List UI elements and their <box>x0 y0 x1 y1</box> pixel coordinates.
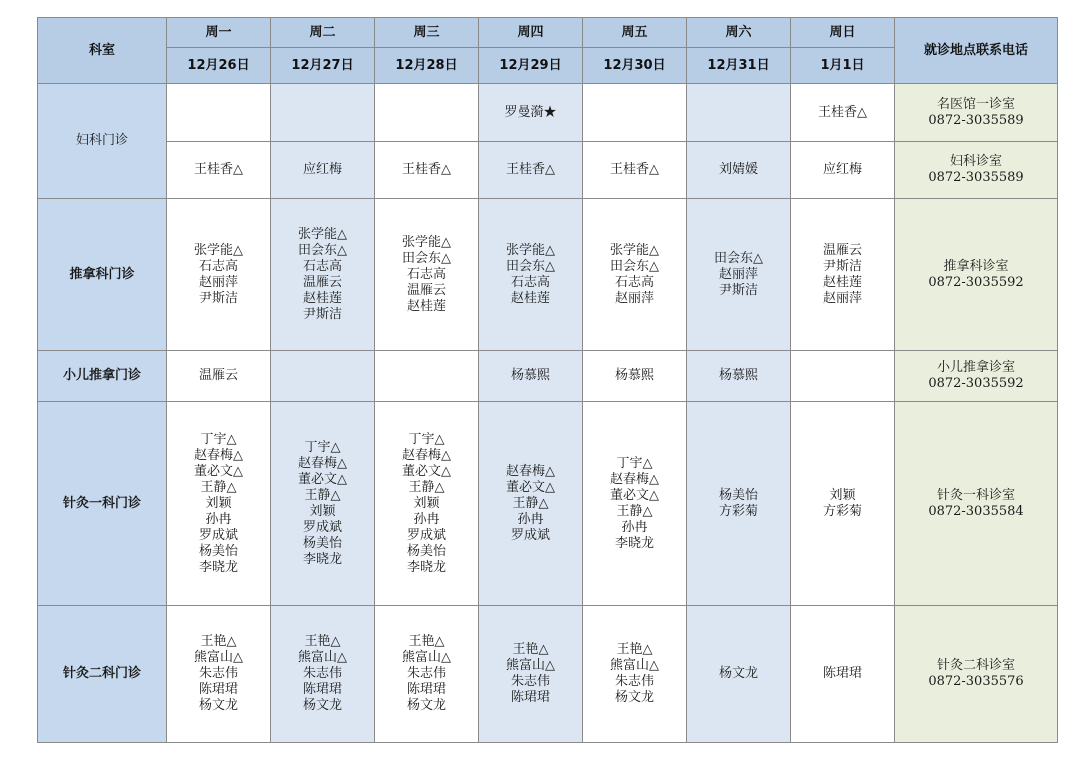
doctor-name: 刘颖 <box>205 495 232 511</box>
doctor-name: 朱志伟 <box>510 674 550 689</box>
doctor-cell <box>375 199 479 351</box>
schedule-row <box>38 142 1058 199</box>
doctor-name: 杨文龙 <box>614 690 654 705</box>
location-header: 就诊地点联系电话 <box>895 18 1058 84</box>
doctor-cell <box>167 351 271 402</box>
doctor-name: 王静△ <box>512 495 549 511</box>
schedule-container <box>37 17 1058 743</box>
doctor-name: 应红梅 <box>822 162 862 177</box>
location-phone: 0872-3035589 <box>928 112 1024 128</box>
doctor-cell <box>167 606 271 743</box>
location-phone: 0872-3035576 <box>928 674 1024 689</box>
location-cell <box>895 142 1058 199</box>
doctor-name: 王艳△ <box>408 634 445 649</box>
doctor-name: 刘颖 <box>413 495 440 511</box>
doctor-cell <box>479 142 583 199</box>
doctor-cell <box>791 606 895 743</box>
dept-name: 针灸二科门诊 <box>38 606 167 743</box>
schedule-row <box>38 606 1058 743</box>
doctor-name: 方彩菊 <box>718 503 758 519</box>
doctor-cell <box>271 142 375 199</box>
doctor-name: 王桂香△ <box>194 162 243 177</box>
doctor-cell <box>687 606 791 743</box>
doctor-name: 陈珺珺 <box>822 666 862 681</box>
doctor-name: 温雁云 <box>302 274 342 290</box>
doctor-name: 陈珺珺 <box>510 690 550 705</box>
doctor-cell <box>271 402 375 606</box>
doctor-cell <box>583 351 687 402</box>
weekday-header: 周日 <box>791 18 895 48</box>
location-phone: 0872-3035592 <box>928 274 1024 290</box>
doctor-name: 温雁云 <box>822 242 862 258</box>
doctor-name: 王艳△ <box>200 634 237 649</box>
weekday-header: 周五 <box>583 18 687 48</box>
weekday-header: 周六 <box>687 18 791 48</box>
doctor-cell <box>271 199 375 351</box>
location-cell <box>895 606 1058 743</box>
header-row-weekdays <box>38 18 1058 48</box>
schedule-row <box>38 199 1058 351</box>
doctor-cell <box>479 402 583 606</box>
doctor-name: 杨文龙 <box>198 698 238 713</box>
doctor-name: 杨美怡 <box>718 487 758 503</box>
doctor-name: 陈珺珺 <box>198 682 238 697</box>
doctor-cell <box>791 351 895 402</box>
doctor-name: 赵丽萍 <box>198 274 238 290</box>
doctor-name: 田会东△ <box>402 250 451 266</box>
doctor-cell <box>271 606 375 743</box>
doctor-cell <box>479 199 583 351</box>
doctor-name: 熊富山△ <box>402 650 451 665</box>
doctor-name: 丁宇△ <box>616 455 653 471</box>
doctor-name: 赵春梅△ <box>298 455 347 471</box>
doctor-name: 王静△ <box>408 479 445 495</box>
location-cell <box>895 199 1058 351</box>
doctor-cell <box>167 84 271 142</box>
schedule-row <box>38 84 1058 142</box>
doctor-name: 朱志伟 <box>198 666 238 681</box>
weekday-header: 周一 <box>167 18 271 48</box>
doctor-name: 朱志伟 <box>406 666 446 681</box>
doctor-name: 尹斯洁 <box>198 290 238 306</box>
doctor-name: 杨美怡 <box>406 543 446 559</box>
location-cell <box>895 402 1058 606</box>
doctor-name: 杨美怡 <box>302 535 342 551</box>
doctor-name: 王艳△ <box>512 642 549 657</box>
doctor-name: 张学能△ <box>194 242 243 258</box>
doctor-name: 张学能△ <box>298 226 347 242</box>
doctor-cell <box>791 199 895 351</box>
date-header: 12月28日 <box>375 48 479 84</box>
doctor-name: 王静△ <box>200 479 237 495</box>
doctor-cell <box>687 351 791 402</box>
doctor-cell <box>791 402 895 606</box>
doctor-name: 孙冉 <box>621 519 648 535</box>
doctor-name: 丁宇△ <box>408 431 445 447</box>
doctor-cell <box>167 142 271 199</box>
doctor-cell <box>583 84 687 142</box>
doctor-name: 刘颖 <box>829 487 856 503</box>
dept-name: 小儿推拿门诊 <box>38 351 167 402</box>
location-name: 妇科诊室 <box>949 154 1002 169</box>
doctor-cell <box>375 142 479 199</box>
doctor-name: 石志高 <box>198 258 238 274</box>
weekday-header: 周三 <box>375 18 479 48</box>
location-name: 针灸二科诊室 <box>936 658 1015 673</box>
doctor-name: 田会东△ <box>610 258 659 274</box>
doctor-cell <box>687 84 791 142</box>
doctor-name: 赵春梅△ <box>194 447 243 463</box>
doctor-name: 尹斯洁 <box>718 282 758 298</box>
doctor-name: 罗成斌 <box>406 527 446 543</box>
doctor-name: 王艳△ <box>304 634 341 649</box>
dept-name: 推拿科门诊 <box>38 199 167 351</box>
doctor-name: 王桂香△ <box>818 104 867 120</box>
doctor-name: 石志高 <box>406 266 446 282</box>
doctor-name: 董必文△ <box>506 479 555 495</box>
doctor-name: 王桂香△ <box>506 162 555 177</box>
doctor-name: 王静△ <box>616 503 653 519</box>
doctor-name: 杨慕熙 <box>510 368 550 383</box>
doctor-name: 赵桂莲 <box>510 290 550 306</box>
clinic-schedule-table <box>37 17 1058 743</box>
doctor-cell <box>583 142 687 199</box>
doctor-name: 陈珺珺 <box>406 682 446 697</box>
doctor-name: 丁宇△ <box>200 431 237 447</box>
doctor-name: 陈珺珺 <box>302 682 342 697</box>
doctor-name: 石志高 <box>302 258 342 274</box>
doctor-name: 孙冉 <box>205 511 232 527</box>
doctor-name: 董必文△ <box>298 471 347 487</box>
doctor-name: 熊富山△ <box>194 650 243 665</box>
doctor-name: 杨慕熙 <box>614 368 654 383</box>
doctor-cell <box>167 402 271 606</box>
doctor-name: 张学能△ <box>402 234 451 250</box>
doctor-name: 刘婧媛 <box>718 162 758 177</box>
doctor-name: 董必文△ <box>402 463 451 479</box>
doctor-name: 孙冉 <box>413 511 440 527</box>
dept-name: 针灸一科门诊 <box>38 402 167 606</box>
doctor-name: 罗成斌 <box>302 519 342 535</box>
doctor-name: 田会东△ <box>298 242 347 258</box>
doctor-cell <box>791 142 895 199</box>
doctor-cell <box>375 402 479 606</box>
doctor-cell <box>687 402 791 606</box>
doctor-cell <box>583 402 687 606</box>
doctor-name: 王艳△ <box>616 642 653 657</box>
weekday-header: 周四 <box>479 18 583 48</box>
doctor-name: 杨慕熙 <box>718 368 758 383</box>
doctor-name: 方彩菊 <box>822 503 862 519</box>
location-cell <box>895 351 1058 402</box>
doctor-name: 杨文龙 <box>302 698 342 713</box>
dept-header: 科室 <box>38 18 167 84</box>
doctor-name: 董必文△ <box>610 487 659 503</box>
doctor-name: 罗成斌 <box>198 527 238 543</box>
doctor-cell <box>271 351 375 402</box>
location-cell <box>895 84 1058 142</box>
doctor-cell <box>583 199 687 351</box>
doctor-name: 朱志伟 <box>302 666 342 681</box>
doctor-name: 杨文龙 <box>718 666 758 681</box>
location-phone: 0872-3035589 <box>928 170 1024 185</box>
doctor-name: 王桂香△ <box>402 162 451 177</box>
doctor-name: 赵桂莲 <box>822 274 862 290</box>
doctor-name: 李晓龙 <box>614 535 654 551</box>
doctor-name: 石志高 <box>510 274 550 290</box>
location-phone: 0872-3035592 <box>928 376 1024 391</box>
doctor-cell <box>375 606 479 743</box>
doctor-name: 赵丽萍 <box>822 290 862 306</box>
schedule-row <box>38 402 1058 606</box>
doctor-cell <box>687 199 791 351</box>
doctor-name: 赵丽萍 <box>718 266 758 282</box>
doctor-cell <box>167 199 271 351</box>
doctor-name: 刘颖 <box>309 503 336 519</box>
doctor-cell <box>375 84 479 142</box>
doctor-name: 赵春梅△ <box>402 447 451 463</box>
doctor-cell <box>479 606 583 743</box>
schedule-row <box>38 351 1058 402</box>
doctor-name: 杨美怡 <box>198 543 238 559</box>
doctor-cell <box>375 351 479 402</box>
date-header: 12月27日 <box>271 48 375 84</box>
doctor-name: 李晓龙 <box>406 559 446 575</box>
doctor-name: 田会东△ <box>506 258 555 274</box>
location-name: 名医馆一诊室 <box>936 96 1015 112</box>
doctor-cell <box>479 84 583 142</box>
location-name: 小儿推拿诊室 <box>936 360 1015 375</box>
doctor-name: 熊富山△ <box>610 658 659 673</box>
doctor-name: 张学能△ <box>506 242 555 258</box>
doctor-name: 朱志伟 <box>614 674 654 689</box>
doctor-cell <box>583 606 687 743</box>
doctor-cell <box>791 84 895 142</box>
date-header: 12月31日 <box>687 48 791 84</box>
doctor-name: 温雁云 <box>406 282 446 298</box>
location-phone: 0872-3035584 <box>928 503 1024 519</box>
doctor-name: 赵春梅△ <box>506 463 555 479</box>
doctor-name: 李晓龙 <box>302 551 342 567</box>
doctor-name: 罗成斌 <box>510 527 550 543</box>
doctor-name: 尹斯洁 <box>822 258 862 274</box>
doctor-name: 杨文龙 <box>406 698 446 713</box>
doctor-name: 温雁云 <box>198 368 238 383</box>
doctor-name: 熊富山△ <box>298 650 347 665</box>
date-header: 12月26日 <box>167 48 271 84</box>
doctor-name: 尹斯洁 <box>302 306 342 322</box>
doctor-cell <box>687 142 791 199</box>
date-header: 12月30日 <box>583 48 687 84</box>
doctor-name: 熊富山△ <box>506 658 555 673</box>
doctor-name: 丁宇△ <box>304 439 341 455</box>
doctor-name: 赵桂莲 <box>302 290 342 306</box>
dept-name: 妇科门诊 <box>38 84 167 199</box>
location-name: 推拿科诊室 <box>943 258 1009 274</box>
location-name: 针灸一科诊室 <box>936 487 1015 503</box>
doctor-cell <box>271 84 375 142</box>
doctor-name: 董必文△ <box>194 463 243 479</box>
doctor-name: 王桂香△ <box>610 162 659 177</box>
doctor-name: 田会东△ <box>714 250 763 266</box>
doctor-cell <box>479 351 583 402</box>
doctor-name: 罗曼漪★ <box>504 104 557 120</box>
doctor-name: 赵丽萍 <box>614 290 654 306</box>
date-header: 1月1日 <box>791 48 895 84</box>
date-header: 12月29日 <box>479 48 583 84</box>
doctor-name: 赵桂莲 <box>406 298 446 314</box>
doctor-name: 石志高 <box>614 274 654 290</box>
schedule-body <box>38 84 1058 743</box>
doctor-name: 李晓龙 <box>198 559 238 575</box>
doctor-name: 赵春梅△ <box>610 471 659 487</box>
doctor-name: 王静△ <box>304 487 341 503</box>
doctor-name: 孙冉 <box>517 511 544 527</box>
doctor-name: 应红梅 <box>302 162 342 177</box>
doctor-name: 张学能△ <box>610 242 659 258</box>
weekday-header: 周二 <box>271 18 375 48</box>
